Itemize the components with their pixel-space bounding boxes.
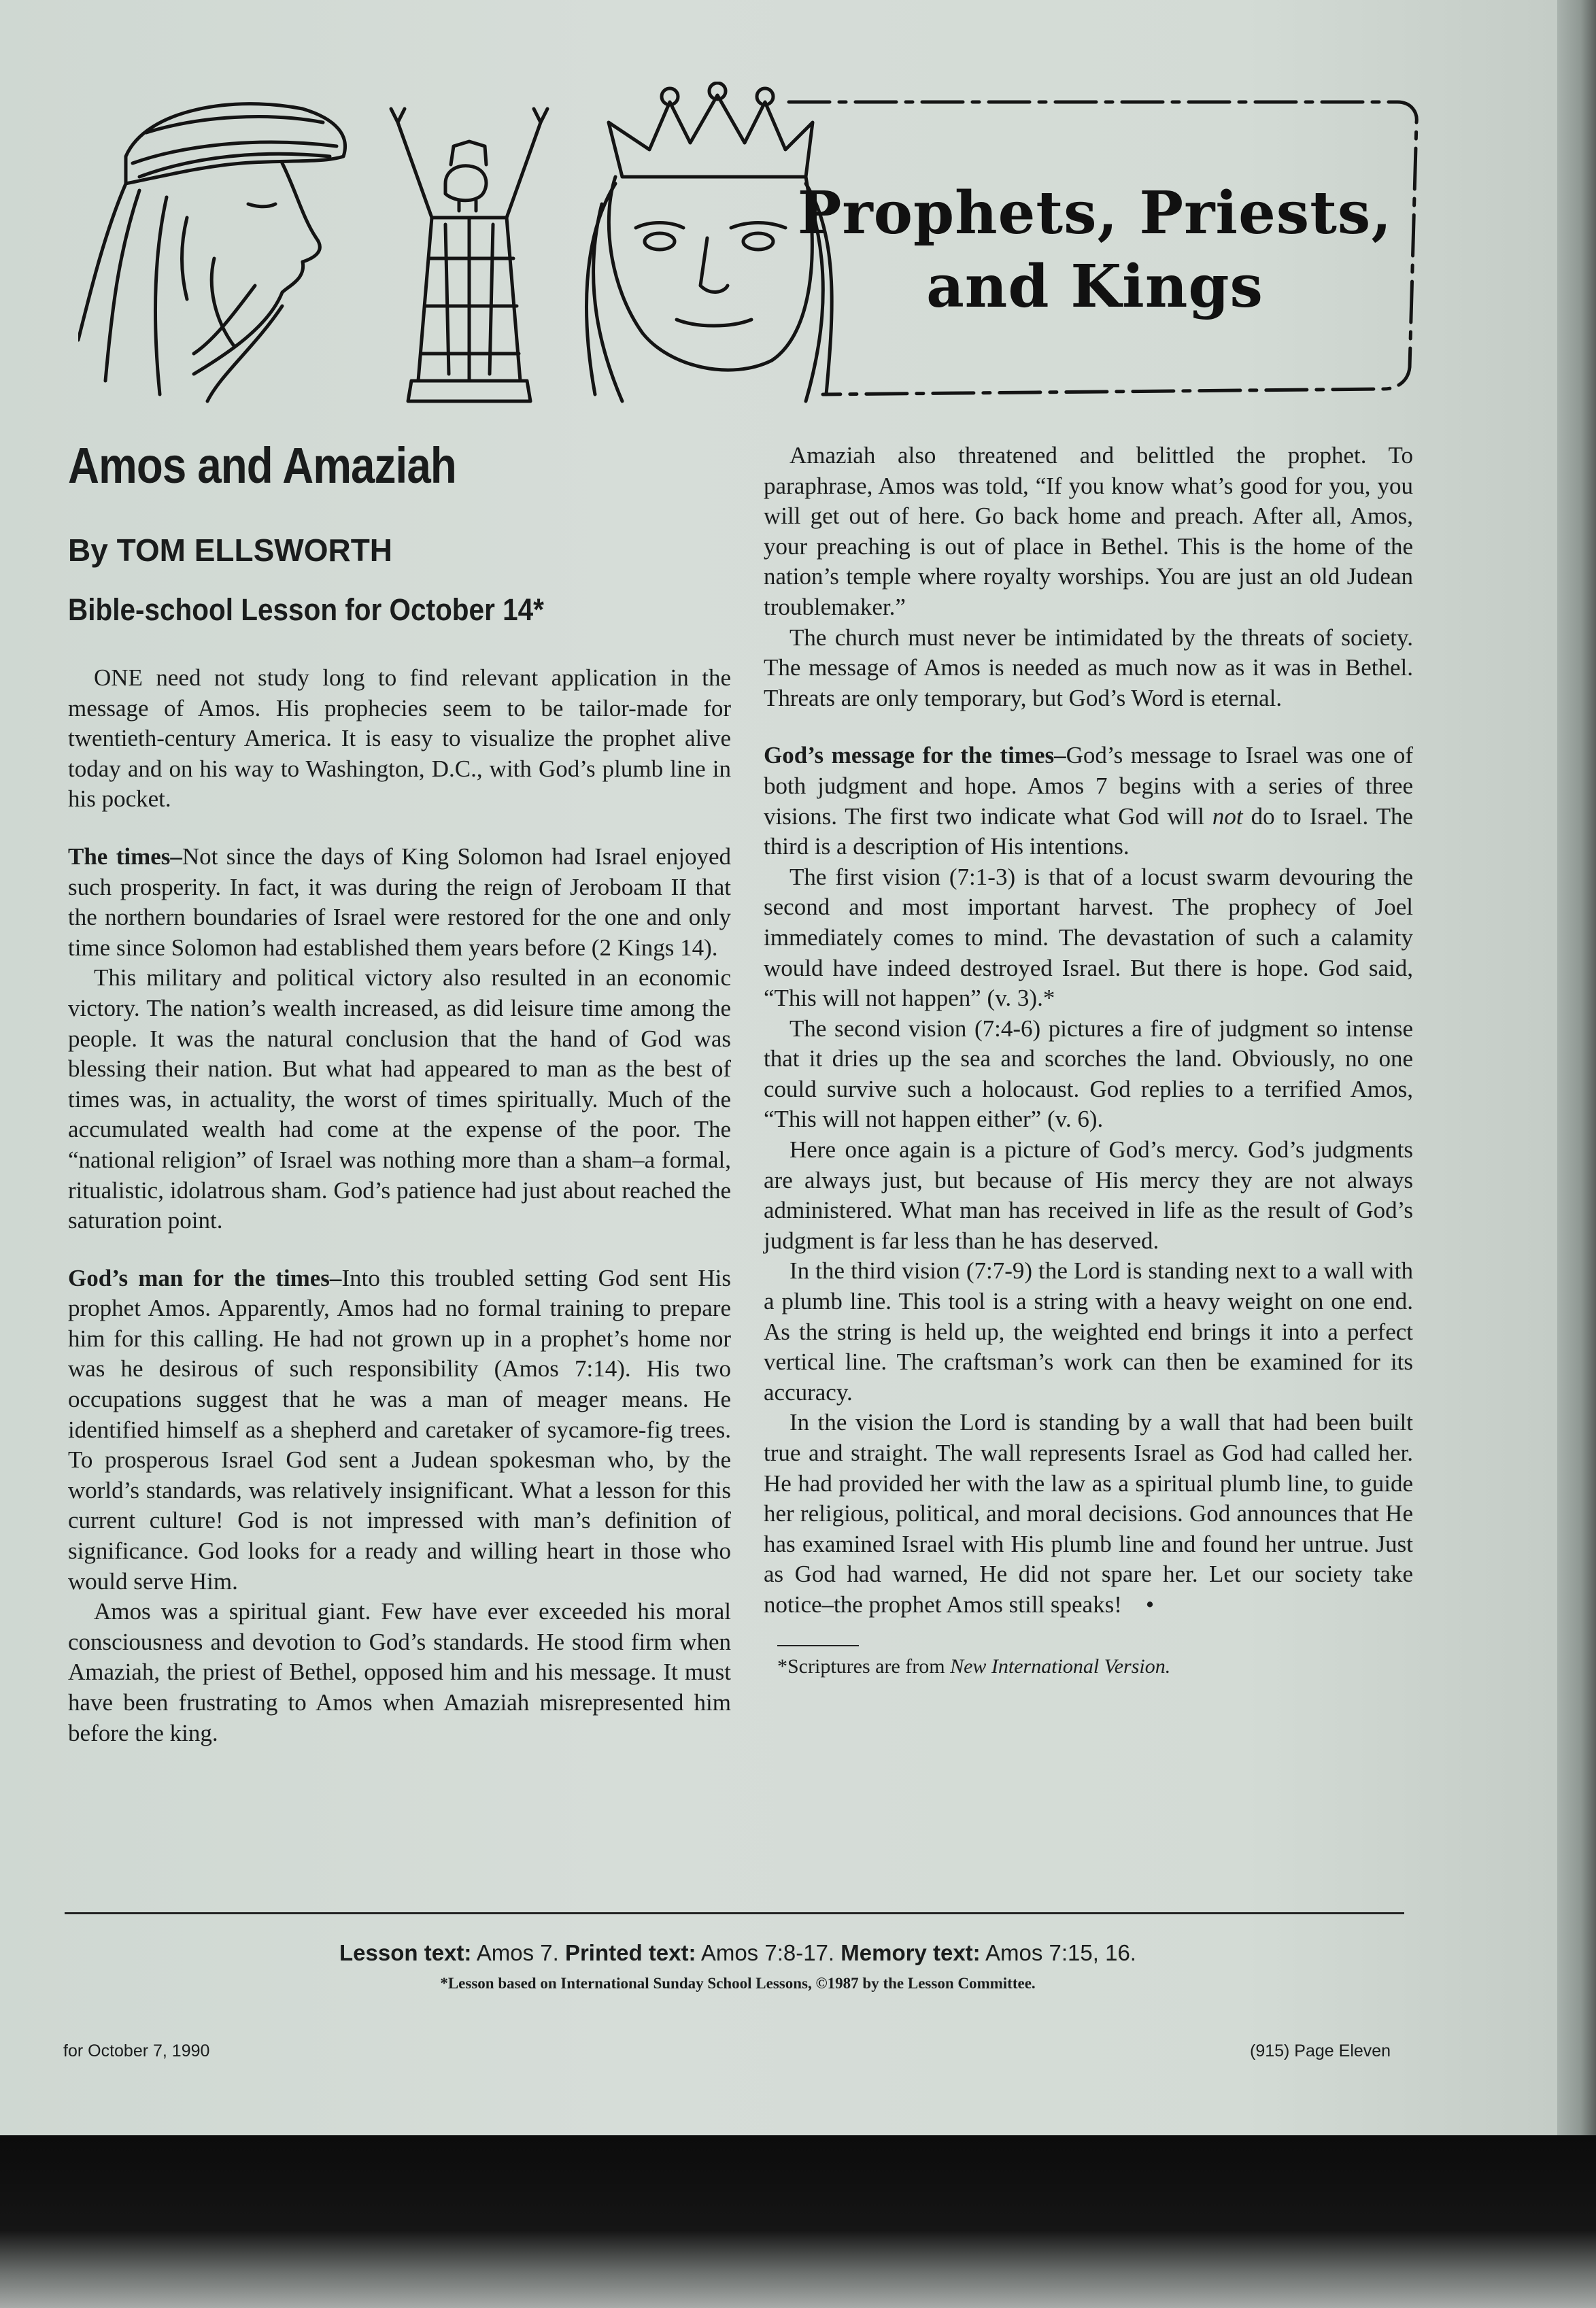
footnote-rule: [777, 1645, 859, 1646]
memory-value: Amos 7:15, 16.: [980, 1940, 1136, 1965]
man-text: Into this troubled setting God sent His prophet Amos. Apparently, Amos had no formal training to prepare him for this calling. He had not grown up in a prophet’s home nor was he desirous of such responsibility (Amos 7:14). His two occupations suggest that he was a man of meager means. He identified himself as a shepherd and caretaker of sycamore-fig trees. To prosperous Israel God sent a Judean spokesman who, by the world’s standards, was relatively insignificant. What a lesson for this current culture! God is not impressed with man’s definition of significance. God looks for a ready and willing heart in those who would serve Him.: [68, 1264, 731, 1595]
message-heading: God’s message for the times–: [764, 742, 1066, 769]
masthead-line-1: Prophets, Priests,: [797, 179, 1393, 248]
man-paragraph-2: Amos was a spiritual giant. Few have ever exceeded his moral consciousness and devotion to God’s standards. He stood firm when Amaziah, the priest of Bethel, opposed him and his message. It must have been frustrating to Amos when Amaziah misrepresented him before the king.: [68, 1598, 731, 1746]
priest-drawing: [391, 109, 547, 401]
amaziah-paragraph: Amaziah also threatened and belittled the prophet. To paraphrase, Amos was told, “If you know what’s good for you, you will get out of here. Go back home and preach. After all, Amos, your preaching is out of place in Bethel. This is the home of the nation’s temple where royalty worships. You are just an old Judean troublemaker.”: [764, 442, 1413, 620]
lesson-text-line: [0, 1937, 1476, 1969]
message-text-b: do to Israel. The third is a description of His intentions.: [764, 802, 1414, 860]
masthead-line-2: and Kings: [926, 252, 1263, 321]
times-text: Not since the days of King Solomon had Israel enjoyed such prosperity. In fact, it was during the reign of Jeroboam II that the northern boundaries of Israel were restored for the one and only time since Solomon had established them years before (2 Kings 14).: [68, 843, 731, 961]
wall-text: In the vision the Lord is standing by a wall that had been built true and straight. The wall represents Israel as God had called her. He had provided her with the law as a spiritual plumb line, to guide her religious, political, and moral decisions. God announces that He has examined Israel with His plumb line and found her untrue. Just as God had warned, He did not spare her. Let our society take notice–the prophet Amos still speaks!: [764, 1409, 1413, 1618]
message-emphasis: not: [1212, 802, 1243, 830]
right-column: [764, 441, 1413, 1682]
times-paragraph-2: This military and political victory also resulted in an economic victory. The nation’s wealth increased, as did leisure time among the people. It was the natural conclusion that the hand of God was blessing their nation. But what had appeared to man as the best of times was, in actuality, the worst of times spiritually. Much of the accumulated wealth had come at the expense of the poor. The “national religion” of Israel was nothing more than a sham–a formal, ritualistic, idolatrous sham. God’s patience had just about reached the saturation point.: [68, 964, 731, 1234]
masthead: [789, 101, 1401, 400]
article-title: Amos and Amaziah: [68, 437, 456, 494]
footnote: [764, 1652, 1413, 1682]
mercy-paragraph: Here once again is a picture of God’s mercy. God’s judgments are always just, but because of His mercy they are not always administered. What man has received in life as the result of God’s judgment is far less than he has deserved.: [764, 1136, 1413, 1254]
lesson-value: Amos 7.: [471, 1940, 565, 1965]
man-heading: God’s man for the times–: [68, 1264, 342, 1291]
issue-date: for October 7, 1990: [63, 2041, 210, 2060]
lesson-date: Bible-school Lesson for October 14*: [68, 592, 544, 627]
left-column: [68, 432, 731, 1748]
page-number: (915) Page Eleven: [1250, 2041, 1391, 2060]
message-text-a: God’s message to Israel was one of both judgment and hope. Amos 7 begins with a series of three visions. The first two indicate what God will: [764, 742, 1413, 830]
copyright-note: *Lesson based on International Sunday School Lessons, ©1987 by the Lesson Committee.: [440, 1975, 1036, 1992]
footnote-text: *Scriptures are from: [777, 1654, 951, 1678]
end-mark: •: [1145, 1591, 1155, 1618]
vision-3-paragraph: In the third vision (7:7-9) the Lord is standing next to a wall with a plumb line. This tool is a string with a heavy weight on one end. As the string is held up, the weighted end brings it into a perfect vertical line. The craftsman’s work can then be examined for its accuracy.: [764, 1257, 1413, 1406]
footnote-version: New International Version.: [950, 1654, 1171, 1678]
vision-2-paragraph: The second vision (7:4-6) pictures a fire of judgment so intense that it dries up the sea and scorches the land. Obviously, no one could survive such a holocaust. God replies to a terrified Amos, “This will not happen either” (v. 6).: [764, 1015, 1413, 1133]
memory-label: Memory text:: [841, 1940, 981, 1965]
vision-1-paragraph: The first vision (7:1-3) is that of a locust swarm devouring the second and most important harvest. The prophecy of Joel immediately comes to mind. The devastation of such a calamity would have indeed destroyed Israel. But there is hope. God said, “This will not happen” (v. 3).*: [764, 863, 1413, 1012]
man-paragraph: [68, 1263, 731, 1597]
printed-label: Printed text:: [564, 1940, 696, 1965]
bottom-rule: [65, 1912, 1404, 1914]
page-edge: [1557, 0, 1596, 2135]
lesson-label: Lesson text:: [339, 1940, 472, 1965]
scan-background: [0, 2135, 1596, 2308]
wall-paragraph: [764, 1408, 1413, 1620]
church-paragraph: The church must never be intimidated by the threats of society. The message of Amos is needed as much now as it was in Bethel. Threats are only temporary, but God’s Word is eternal.: [764, 624, 1413, 711]
times-paragraph: [68, 842, 731, 963]
printed-value: Amos 7:8-17.: [696, 1940, 841, 1965]
prophet-drawing: [78, 104, 345, 401]
intro-paragraph: ONE need not study long to find relevant application in the message of Amos. His prophecies seem to be tailor-made for twentieth-century America. It is easy to visualize the prophet alive today and on his way to Washington, D.C., with God’s plumb line in his pocket.: [68, 664, 731, 813]
message-paragraph: [764, 741, 1413, 862]
byline: By TOM ELLSWORTH: [68, 532, 393, 568]
times-heading: The times–: [68, 843, 182, 870]
